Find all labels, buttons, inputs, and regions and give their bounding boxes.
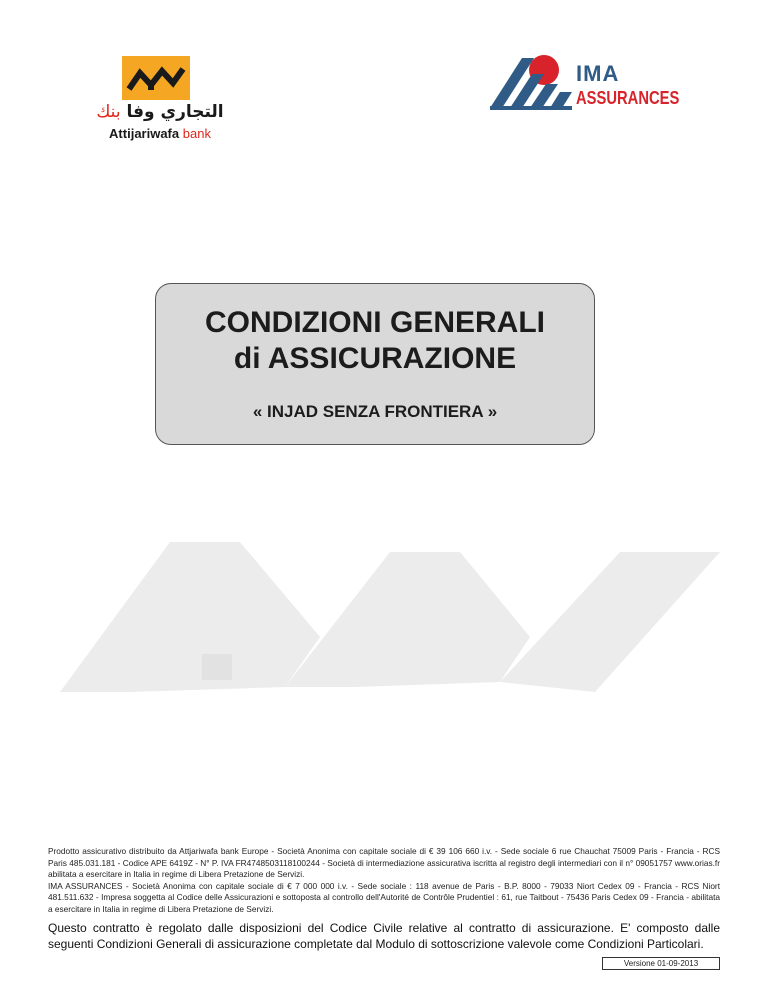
- attijariwafa-latin-sub: bank: [182, 126, 211, 141]
- attijariwafa-latin-wordmark: [95, 126, 225, 141]
- attijariwafa-arabic-main: التجاري وفا: [126, 102, 224, 122]
- title-box: [155, 283, 595, 445]
- product-name: « INJAD SENZA FRONTIERA »: [252, 402, 498, 421]
- version-label: Versione 01-09-2013: [602, 957, 720, 970]
- ima-assurances-logo: [488, 52, 678, 122]
- attijariwafa-arabic-wordmark: [95, 102, 225, 122]
- ima-name: IMA: [576, 61, 620, 86]
- attijariwafa-emblem: [122, 56, 190, 100]
- legal-notice-ima: IMA ASSURANCES - Società Anonima con capitale sociale di € 7 000 000 i.v. - Sede sociale : 118 avenue de Paris - B.P. 8000 - 79033 Niort Cedex 09 - Francia - RCS Niort 481.511.632 - Impresa soggetta al Codice delle Assicurazioni e sottoposta al controllo dell'Autorité de Contrôle Prudentiel : 61, rue Taitbout - 75436 Paris Cedex 09 - Francia - abilitata a esercitare in Italia in regime di Libera Pretazione de Servizi.: [48, 880, 720, 914]
- legal-notice-attijariwafa: Prodotto assicurativo distribuito da Attjariwafa bank Europe - Società Anonima con capitale sociale di € 39 106 660 i.v. - Sede sociale 6 rue Chauchat 75009 Paris - Francia - RCS Paris 485.031.181 - Codice APE 6419Z - N° P. IVA FR4748503118100244 - Società di intermediazione assicurativa iscritta al registro degli intermediari con il n° 09051757 www.orias.fr abilitata a esercitare in Italia in regime di Libera Pretazione de Servizi.: [48, 846, 720, 879]
- attijariwafa-logo: [95, 56, 225, 146]
- legal-notice: [48, 846, 720, 915]
- attijariwafa-arabic-sub: بنك: [96, 102, 121, 122]
- attijariwafa-latin-main: Attijariwafa: [109, 126, 180, 141]
- ima-tagline: ASSURANCES: [576, 88, 680, 108]
- title-line-2: di ASSICURAZIONE: [233, 342, 517, 375]
- attijariwafa-emblem-graphic: [122, 56, 190, 100]
- attijariwafa-watermark-icon: [60, 542, 720, 732]
- ima-emblem: [488, 52, 576, 114]
- contract-regulation-notice: Questo contratto è regolato dalle disposizioni del Codice Civile relative al contratto di assicurazione. E' composto dalle seguenti Condizioni Generali di assicurazione completate dal Modulo di sottoscrizione valevole come Condizioni Particolari.: [48, 921, 720, 951]
- title-line-1: CONDIZIONI GENERALI: [204, 306, 545, 339]
